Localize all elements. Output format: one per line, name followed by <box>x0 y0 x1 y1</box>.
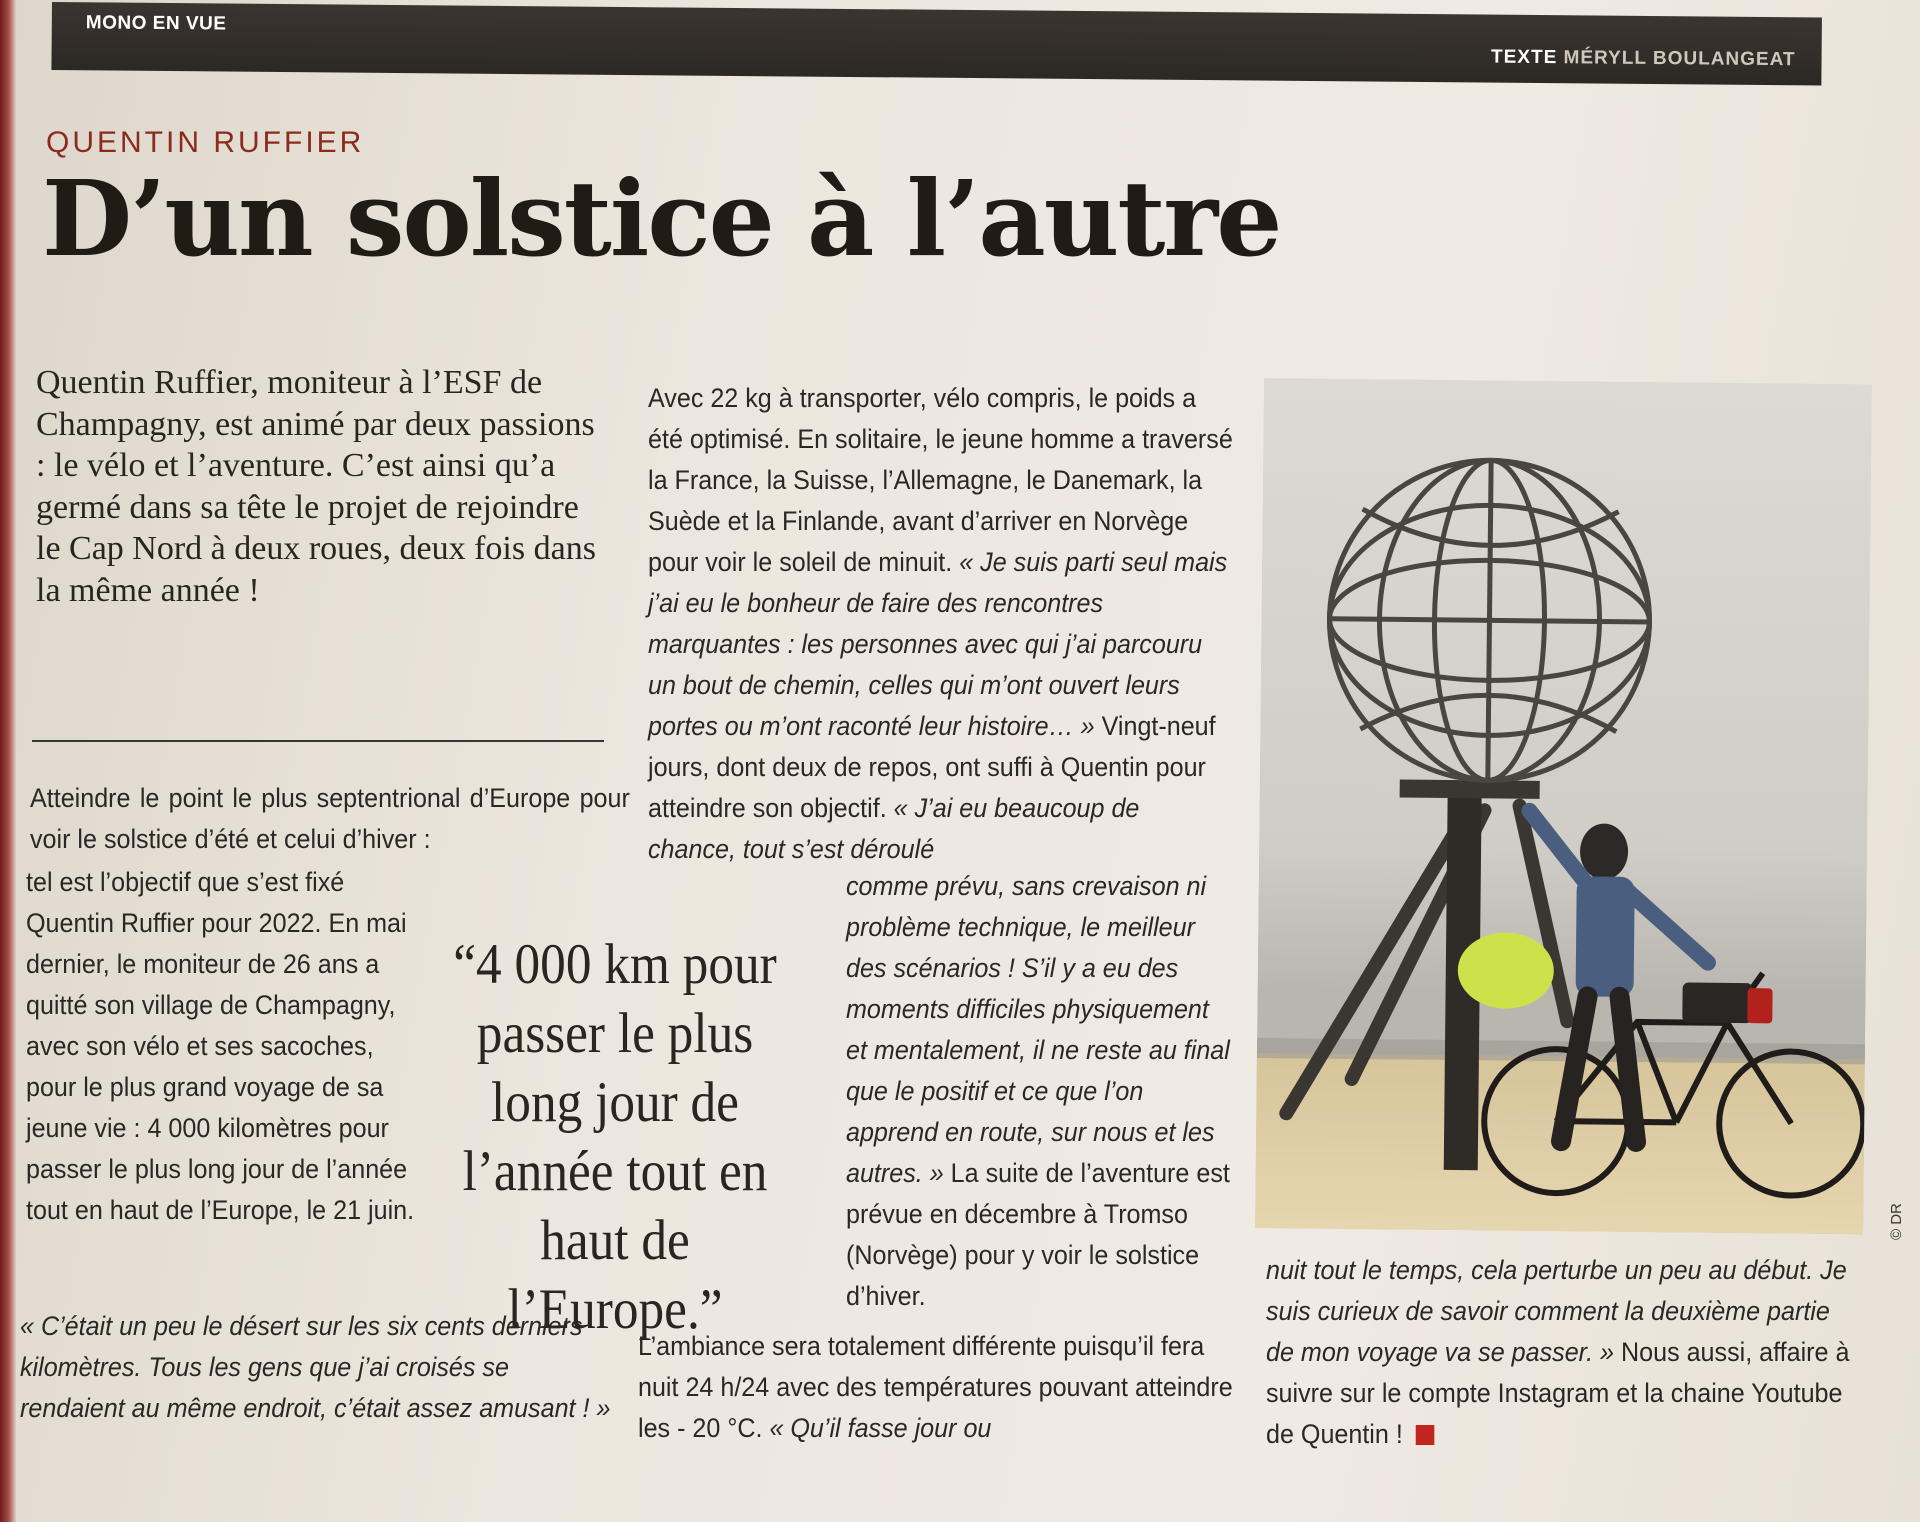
section-rubric: MONO EN VUE <box>85 12 227 35</box>
page-binding-edge <box>0 0 16 1522</box>
body-text: Avec 22 kg à transporter, vélo compris, le poids a été optimisé. En solitaire, le jeune homme a traversé la France, la Suisse, l’Allemagne, le Danemark, la Suède et la Finlande, avant d’arriver en Norvège pour voir le soleil de minuit. <box>648 383 1233 577</box>
photo-illustration <box>1255 378 1872 1234</box>
article-kicker: QUENTIN RUFFIER <box>46 126 365 159</box>
photo-credit: © DR <box>1888 1203 1905 1240</box>
section-header-bar <box>51 2 1822 85</box>
intro-divider <box>32 740 604 742</box>
body-text-col2-middle <box>846 866 1237 1317</box>
quote-text: « Je suis parti seul mais j’ai eu le bonheur de faire des rencontres marquantes : les personnes avec qui j’ai parcouru un bout de chemin, celles qui m’ont ouvert leurs portes ou m’ont raconté leur histoire… » <box>648 547 1228 741</box>
quote-text: nuit tout le temps, cela perturbe un peu au début. Je suis curieux de savoir comment la deuxième partie de mon voyage va se passer. » <box>1266 1255 1847 1367</box>
body-text: Nous aussi, affaire à suivre sur le compte Instagram et la chaine Youtube de Quentin ! <box>1266 1337 1850 1449</box>
body-text: Vingt-neuf jours, dont deux de repos, ont suffi à Quentin pour atteindre son objectif. <box>648 711 1216 823</box>
article-headline: D’un solstice à l’autre <box>42 157 1281 280</box>
quote-text: « C’était un peu le désert sur les six cents derniers kilomètres. Tous les gens que j’ai croisés se rendaient au même endroit, c’était assez amusant ! » <box>20 1311 611 1423</box>
quote-text: « J’ai eu beaucoup de chance, tout s’est déroulé <box>648 793 1140 864</box>
body-text-col2-top <box>648 378 1234 870</box>
pull-quote: “4 000 km pour passer le plus long jour de l’année tout en haut de l’Europe.” <box>453 933 777 1341</box>
byline-label: TEXTE <box>1490 46 1558 69</box>
photo-cyclist-globe-monument <box>1255 378 1872 1234</box>
body-text-col2-bottom <box>638 1326 1233 1449</box>
body-text-col1-middle: tel est l’objectif que s’est fixé Quentin Ruffier pour 2022. En mai dernier, le moniteur de 26 ans a quitté son village de Champagny, avec son vélo et ses sacoches, pour le plus grand voyage de sa jeune vie : 4 000 kilomètres pour passer le plus long jour de l’année tout en haut de l’Europe, le 21 juin. <box>26 867 415 1225</box>
byline <box>1491 47 1796 72</box>
body-text-col1-top: Atteindre le point le plus septentrional d’Europe pour voir le solstice d’été et celui d’hiver : <box>30 783 630 854</box>
end-of-article-mark <box>1416 1425 1435 1445</box>
quote-text: comme prévu, sans crevaison ni problème technique, le meilleur des scénarios ! S’il y a eu des moments difficiles physiquement et mentalement, il ne reste au final que le positif et ce que l’on apprend en route, sur nous et les autres. » <box>846 871 1230 1188</box>
byline-author: MÉRYLL BOULANGEAT <box>1563 47 1796 71</box>
body-text: La suite de l’aventure est prévue en décembre à Tromso (Norvège) pour y voir le solstice d’hiver. <box>846 1158 1230 1311</box>
article-intro: Quentin Ruffier, moniteur à l’ESF de Champagny, est animé par deux passions : le vélo et l’aventure. C’est ainsi qu’a germé dans sa tête le projet de rejoindre le Cap Nord à deux roues, deux fois dans la même année ! <box>36 364 596 609</box>
quote-text: « Qu’il fasse jour ou <box>769 1413 992 1443</box>
body-text: L’ambiance sera totalement différente puisqu’il fera nuit 24 h/24 avec des températures pouvant atteindre les - 20 °C. <box>638 1331 1233 1443</box>
body-text-col3 <box>1266 1250 1861 1455</box>
